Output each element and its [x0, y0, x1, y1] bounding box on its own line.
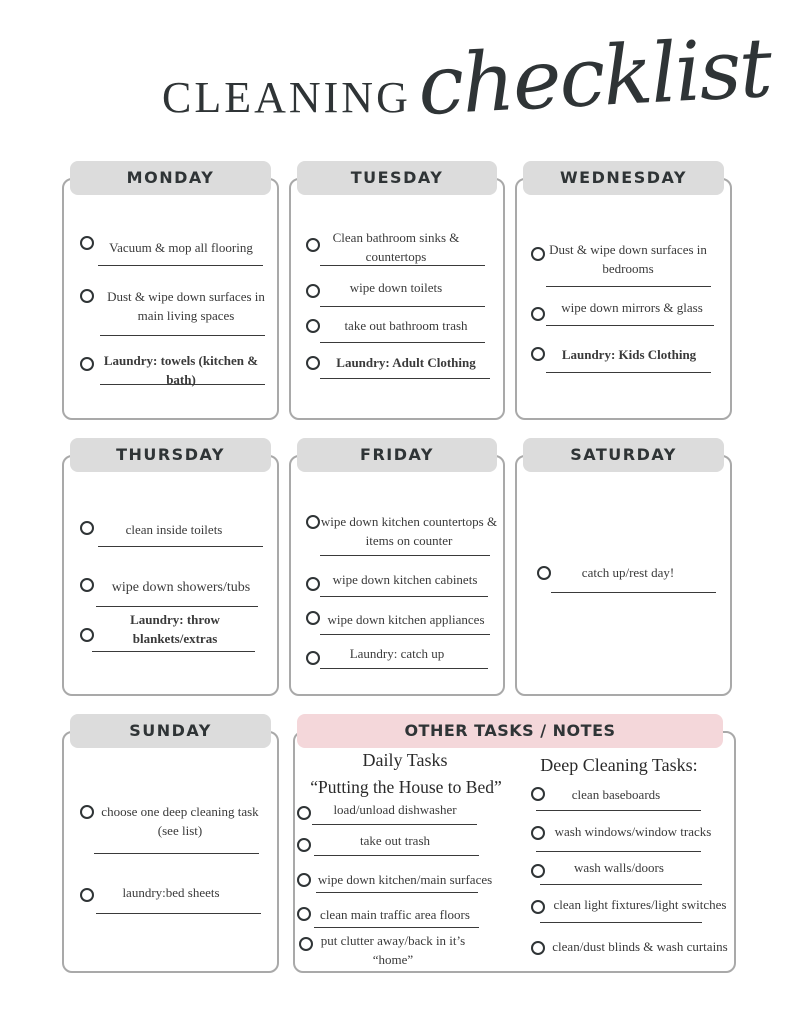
checkbox-circle[interactable] [299, 937, 313, 951]
task-text: clean/dust blinds & wash curtains [552, 939, 728, 954]
task-text: Vacuum & mop all flooring [109, 240, 253, 255]
checkbox-circle[interactable] [306, 577, 320, 591]
task-text: wipe down toilets [349, 280, 443, 295]
task-line [320, 668, 488, 669]
task-text: wipe down kitchen/main surfaces [317, 872, 493, 887]
checkbox-circle[interactable] [531, 247, 545, 261]
task-text: wipe down kitchen countertops & items on counter [320, 514, 498, 548]
checkbox-circle[interactable] [531, 941, 545, 955]
checkbox-circle[interactable] [80, 289, 94, 303]
task-line [312, 824, 477, 825]
task-text: choose one deep cleaning task (see list) [101, 804, 259, 838]
task-text: clean main traffic area floors [320, 907, 470, 922]
task-line [546, 286, 711, 287]
task-text: Dust & wipe down surfaces in bedrooms [549, 242, 707, 276]
title-cleaning: CLEANING [162, 73, 411, 122]
checkbox-circle[interactable] [306, 611, 320, 625]
checkbox-circle[interactable] [306, 356, 320, 370]
task-line [100, 384, 265, 385]
monday-tab: MONDAY [70, 161, 271, 195]
task-line [96, 606, 258, 607]
other-tasks-tab: OTHER TASKS / NOTES [297, 714, 723, 748]
task-text: Clean bathroom sinks & countertops [332, 230, 460, 264]
checkbox-circle[interactable] [80, 236, 94, 250]
task-text: load/unload dishwasher [333, 802, 457, 817]
task-line [94, 853, 259, 854]
task-line [100, 335, 265, 336]
checkbox-circle[interactable] [531, 307, 545, 321]
checkbox-circle[interactable] [306, 651, 320, 665]
thursday-card [62, 455, 279, 696]
task-line [92, 651, 255, 652]
task-line [96, 913, 261, 914]
checkbox-circle[interactable] [306, 238, 320, 252]
checkbox-circle[interactable] [297, 838, 311, 852]
title-checklist: checklist [415, 20, 773, 135]
sunday-card [62, 731, 279, 973]
task-line [320, 555, 490, 556]
task-text: wash walls/doors [574, 860, 664, 875]
task-line [540, 922, 702, 923]
task-text: Laundry: Kids Clothing [561, 347, 697, 362]
checkbox-circle[interactable] [306, 284, 320, 298]
task-line [320, 306, 485, 307]
task-line [316, 892, 478, 893]
task-text: Laundry: catch up [349, 646, 445, 661]
saturday-tab: SATURDAY [523, 438, 724, 472]
task-text: Dust & wipe down surfaces in main living spaces [107, 289, 265, 323]
task-line [320, 596, 488, 597]
tuesday-tab: TUESDAY [297, 161, 497, 195]
task-line [98, 265, 263, 266]
deep-cleaning-title: Deep Cleaning Tasks: [540, 755, 698, 775]
task-text: Laundry: towels (kitchen & bath) [103, 353, 259, 387]
checkbox-circle[interactable] [80, 521, 94, 535]
task-line [536, 810, 701, 811]
task-text: catch up/rest day! [581, 565, 675, 580]
checkbox-circle[interactable] [80, 888, 94, 902]
task-line [536, 851, 701, 852]
task-text: wipe down mirrors & glass [561, 300, 703, 315]
task-text: clean baseboards [571, 787, 661, 802]
task-line [551, 592, 716, 593]
task-text: take out trash [359, 833, 431, 848]
checkbox-circle[interactable] [531, 347, 545, 361]
checkbox-circle[interactable] [297, 907, 311, 921]
task-line [314, 855, 479, 856]
task-text: take out bathroom trash [344, 318, 468, 333]
checkbox-circle[interactable] [297, 806, 311, 820]
checkbox-circle[interactable] [80, 628, 94, 642]
friday-tab: FRIDAY [297, 438, 497, 472]
wednesday-tab: WEDNESDAY [523, 161, 724, 195]
task-line [546, 372, 711, 373]
checkbox-circle[interactable] [537, 566, 551, 580]
checkbox-circle[interactable] [80, 805, 94, 819]
task-line [320, 342, 485, 343]
task-text: laundry:bed sheets [122, 885, 220, 900]
task-text: wipe down showers/tubs [111, 580, 251, 595]
task-line [540, 884, 702, 885]
task-text: clean light fixtures/light switches [553, 897, 727, 912]
sunday-tab: SUNDAY [70, 714, 271, 748]
checkbox-circle[interactable] [531, 864, 545, 878]
tuesday-card [289, 178, 505, 420]
checkbox-circle[interactable] [80, 578, 94, 592]
daily-tasks-subtitle: “Putting the House to Bed” [310, 777, 502, 797]
task-text: Laundry: throw blankets/extras [130, 612, 220, 646]
checkbox-circle[interactable] [80, 357, 94, 371]
task-text: wipe down kitchen cabinets [332, 572, 478, 587]
task-line [320, 378, 490, 379]
task-text: clean inside toilets [125, 522, 223, 537]
task-line [320, 634, 490, 635]
checkbox-circle[interactable] [531, 900, 545, 914]
task-text: wipe down kitchen appliances [327, 612, 485, 627]
thursday-tab: THURSDAY [70, 438, 271, 472]
checkbox-circle[interactable] [306, 319, 320, 333]
task-text: wash windows/window tracks [554, 824, 712, 839]
task-line [314, 927, 479, 928]
task-line [320, 265, 485, 266]
task-text: Laundry: Adult Clothing [336, 355, 476, 370]
task-text: put clutter away/back in it’s “home” [320, 933, 466, 967]
checkbox-circle[interactable] [531, 826, 545, 840]
checkbox-circle[interactable] [531, 787, 545, 801]
task-line [98, 546, 263, 547]
task-line [546, 325, 714, 326]
daily-tasks-title: Daily Tasks [362, 750, 448, 770]
